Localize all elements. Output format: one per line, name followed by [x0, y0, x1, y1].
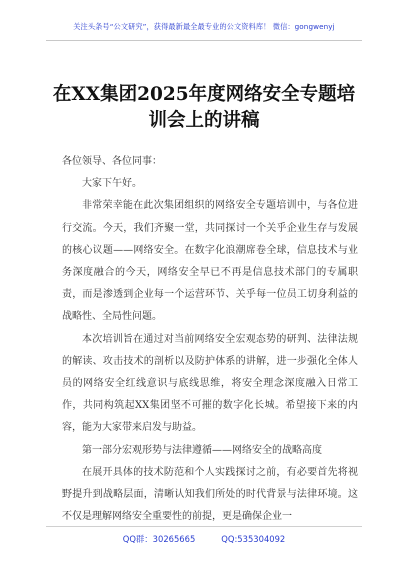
footer-divider	[46, 526, 362, 527]
paragraph-greeting: 大家下午好。	[82, 178, 142, 190]
title-line-1: 在XX集团2025年度网络安全专题培	[52, 84, 356, 105]
header-divider	[46, 40, 362, 41]
title-line-2: 训会上的讲稿	[148, 110, 260, 131]
paragraph-section-body: 在展开具体的技术防范和个人实践探讨之前，有必要首先将视野提升到战略层面，清晰认知我们所处的时代背景与法律环境。这不仅是理解网络安全重要性的前提，更是确保企业一	[62, 466, 358, 523]
header-note: 关注头条号“公文研究”，获得最新最全最专业的公文资料库！ 微信：gongwenyj	[73, 22, 335, 31]
paragraph-intro: 非常荣幸能在此次集团组织的网络安全专题培训中，与各位进行交流。今天，我们齐聚一堂，共同探讨一个关乎企业生存与发展的核心议题——网络安全。在数字化浪潮席卷全球，信息技术与业务深度融合的今天，网络安全早已不再是信息技术部门的专属职责，而是渗透到企业每一个运营环节、关乎每一位员工切身利益的战略性、全局性问题。	[62, 200, 358, 323]
document-title	[46, 82, 362, 134]
footer-contact	[0, 533, 408, 545]
document-body	[62, 151, 358, 528]
section-heading: 第一部分宏观形势与法律遵循——网络安全的战略高度	[82, 444, 322, 456]
salutation: 各位领导、各位同事：	[62, 156, 162, 167]
footer-qq-number: QQ:535304092	[221, 534, 286, 544]
paragraph-purpose: 本次培训旨在通过对当前网络安全宏观态势的研判、法律法规的解读、攻击技术的剖析以及防护体系的讲解，进一步强化全体人员的网络安全红线意识与底线思维，将安全理念深度融入日常工作，共同构筑起XX集团坚不可摧的数字化长城。希望接下来的内容，能为大家带来启发与助益。	[62, 333, 358, 434]
footer-qq-group: QQ群：30265665	[122, 534, 196, 544]
